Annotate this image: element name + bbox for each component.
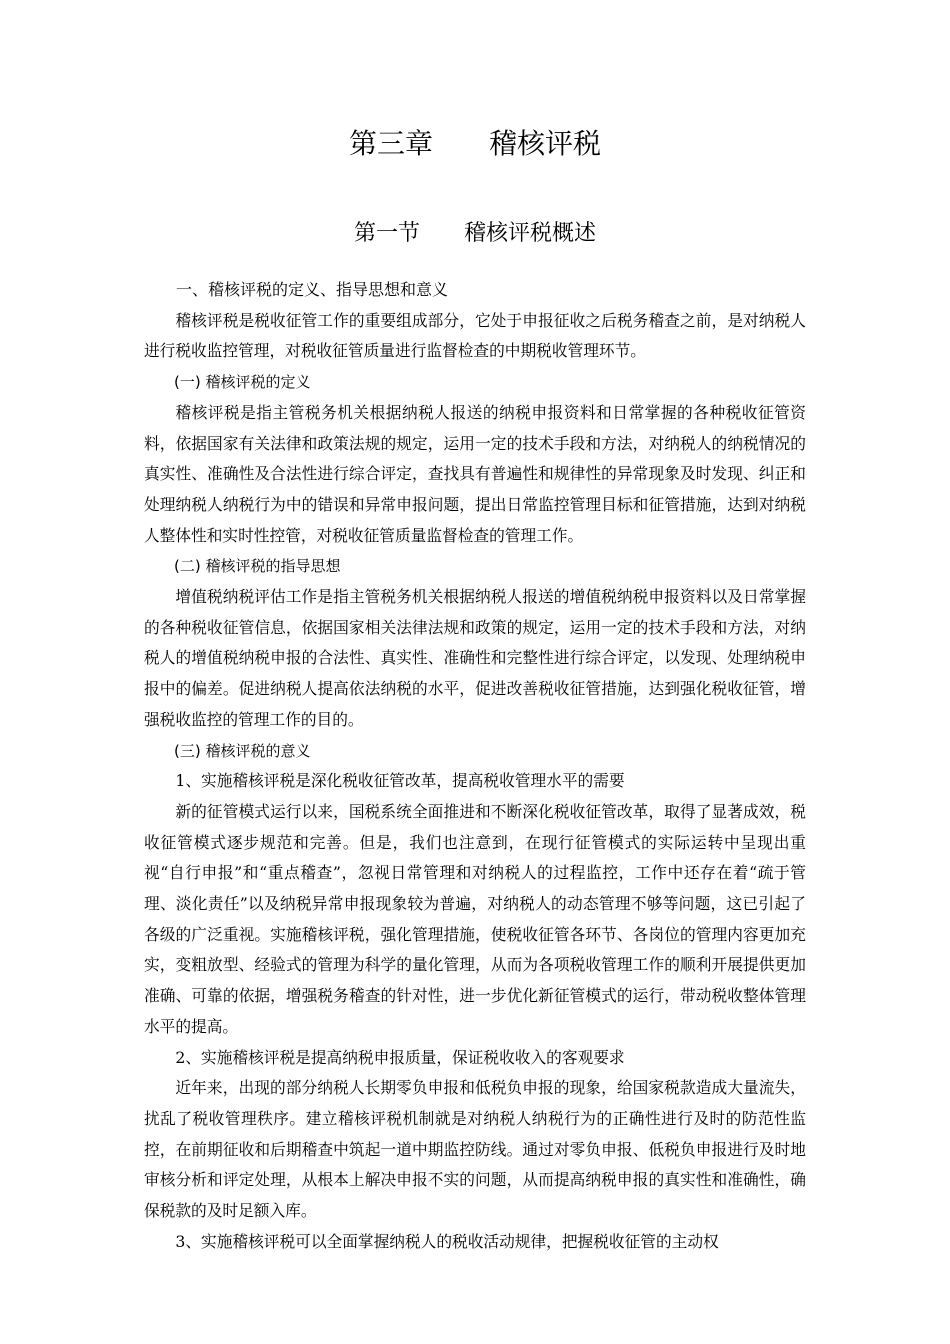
guideline-paragraph: 增值税纳税评估工作是指主管税务机关根据纳税人报送的增值税纳税申报资料以及日常掌握的各种税收征管信息，依据国家相关法律法规和政策的规定，运用一定的技术手段和方法，对纳税人的增值税纳税申报的合法性、真实性、准确性和完整性进行综合评定，以发现、处理纳税申报中的偏差。促进纳税人提高依法纳税的水平，促进改善税收征管措施，达到强化税收征管，增强税收监控的管理工作的目的。: [144, 587, 806, 729]
significance-item-1-paragraph: 新的征管模式运行以来，国税系统全面推进和不断深化税收征管改革，取得了显著成效，税收征管模式逐步规范和完善。但是，我们也注意到，在现行征管模式的实际运转中呈现出重视“自行申报”和“重点稽查”，忽视日常管理和对纳税人的过程监控，工作中还存在着“疏于管理、淡化责任”以及纳税异常申报现象较为普遍，对纳税人的动态管理不够等问题，这已引起了各级的广泛重视。实施稽核评税，强化管理措施，使税收征管各环节、各岗位的管理内容更加充实，变粗放型、经验式的管理为科学的量化管理，从而为各项税收管理工作的顺利开展提供更加准确、可靠的依据，增强税务稽查的针对性，进一步优化新征管模式的运行，带动税收整体管理水平的提高。: [144, 801, 806, 1036]
chapter-title: 第三章 稽核评税: [348, 127, 601, 160]
significance-item-2-title: 2、实施稽核评税是提高纳税申报质量，保证税收收入的客观要求: [175, 1047, 625, 1067]
section-title: 第一节 稽核评税概述: [353, 221, 596, 246]
subheading-significance: (三) 稽核评税的意义: [174, 741, 311, 760]
subheading-definition: (一) 稽核评税的定义: [174, 373, 311, 392]
significance-item-3-title: 3、实施稽核评税可以全面掌握纳税人的税收活动规律，把握税收征管的主动权: [175, 1231, 719, 1251]
significance-item-2-paragraph: 近年来，出现的部分纳税人长期零负申报和低税负申报的现象，给国家税款造成大量流失，扰乱了税收管理秩序。建立稽核评税机制就是对纳税人纳税行为的正确性进行及时的防范性监控，在前期征收和后期稽查中筑起一道中期监控防线。通过对零负申报、低税负申报进行及时地审核分析和评定处理，从根本上解决申报不实的问题，从而提高纳税申报的真实性和准确性，确保税款的及时足额入库。: [144, 1078, 806, 1221]
document-body: [144, 275, 806, 1258]
heading-definition-guideline-significance: 一、稽核评税的定义、指导思想和意义: [176, 280, 449, 299]
significance-item-1-title: 1、实施稽核评税是深化税收征管改革，提高税收管理水平的需要: [175, 771, 625, 791]
subheading-guideline: (二) 稽核评税的指导思想: [174, 557, 341, 576]
definition-paragraph: 稽核评税是指主管税务机关根据纳税人报送的纳税申报资料和日常掌握的各种税收征管资料，依据国家有关法律和政策法规的规定，运用一定的技术手段和方法，对纳税人的纳税情况的真实性、准确性及合法性进行综合评定，查找具有普遍性和规律性的异常现象及时发现、纠正和处理纳税人纳税行为中的错误和异常申报问题，提出日常监控管理目标和征管措施，达到对纳税人整体性和实时性控管，对税收征管质量监督检查的管理工作。: [144, 402, 806, 545]
intro-paragraph: 稽核评税是税收征管工作的重要组成部分，它处于申报征收之后税务稽查之前，是对纳税人进行税收监控管理，对税收征管质量进行监督检查的中期税收管理环节。: [144, 310, 806, 361]
